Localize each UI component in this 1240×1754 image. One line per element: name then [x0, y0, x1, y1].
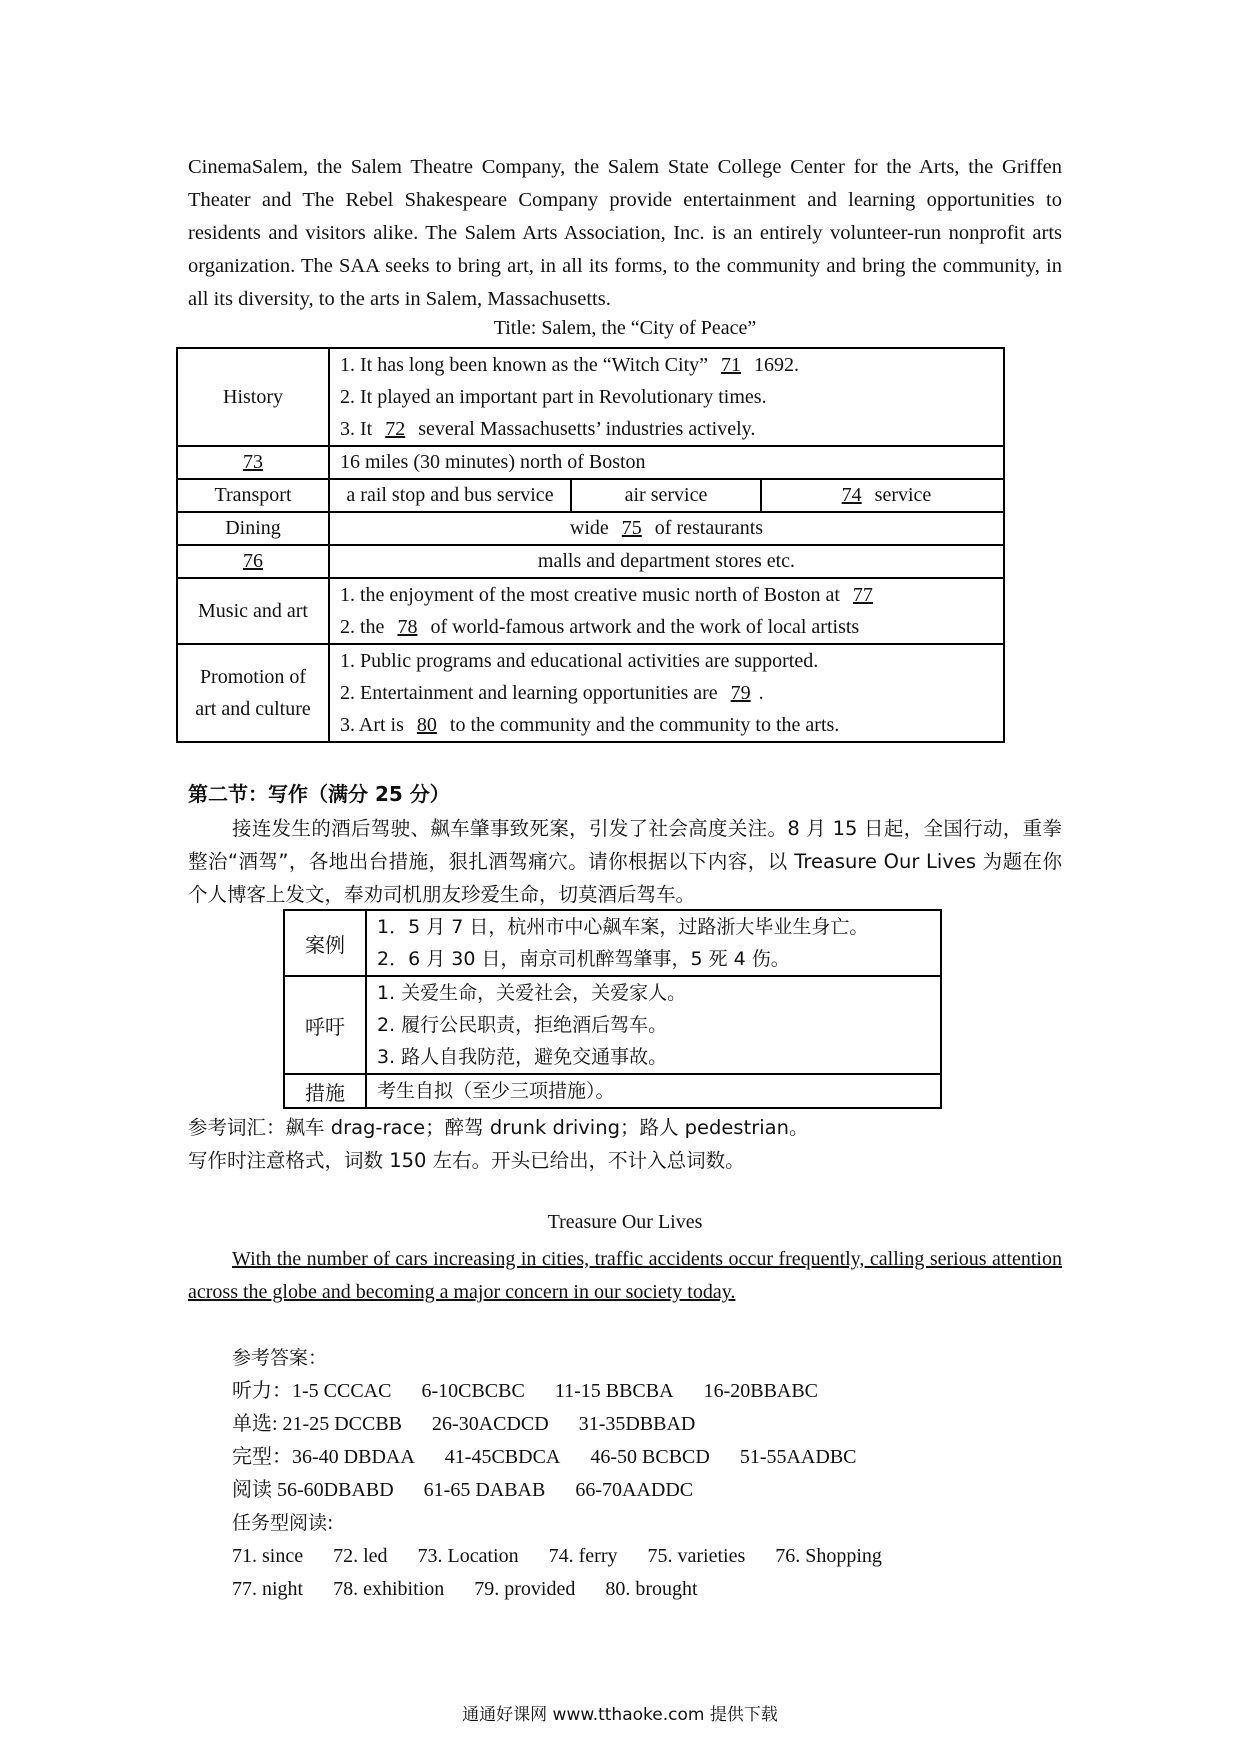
blank-75: 75 — [621, 517, 642, 539]
dining-text: wide 75 of restaurants — [329, 512, 1004, 545]
table-row — [177, 644, 1004, 742]
promotion-line-1: 1. Public programs and educational activities are supported. — [340, 650, 819, 672]
music-line-2: 2. the 78 of world-famous artwork and the work of local artists — [340, 611, 993, 643]
blank-78: 78 — [397, 616, 418, 638]
transport-rail: a rail stop and bus service — [329, 479, 571, 512]
blank-73: 73 — [243, 451, 263, 473]
answers-single: 单选: 21-25 DCCBB 26-30ACDCD 31-35DBBAD — [232, 1413, 696, 1435]
row-label: 呼吁 — [284, 976, 366, 1074]
row-label: History — [177, 348, 329, 446]
promotion-line-3: 3. Art is 80 to the community and the community to the arts. — [340, 709, 993, 741]
row-label: Transport — [177, 479, 329, 512]
blank-77: 77 — [852, 584, 873, 606]
row-label: Dining — [177, 512, 329, 545]
format-note: 写作时注意格式，词数 150 左右。开头已给出，不计入总词数。 — [188, 1149, 745, 1172]
row-label: 案例 — [284, 910, 366, 976]
table-row — [284, 1074, 941, 1108]
blank-76: 76 — [243, 550, 263, 572]
essay-title: Treasure Our Lives — [547, 1211, 703, 1233]
vocab-note: 参考词汇：飙车 drag-race；醉驾 drunk driving；路人 pedestrian。 — [188, 1116, 809, 1139]
table-row — [177, 479, 1004, 512]
table-title: Title: Salem, the “City of Peace” — [493, 317, 757, 339]
case-1: 1．5 月 7 日，杭州市中心飙车案，过路浙大毕业生身亡。 — [377, 916, 869, 938]
blank-79: 79 — [730, 682, 751, 704]
transport-air: air service — [571, 479, 761, 512]
answers-cloze: 完型：36-40 DBDAA 41-45CBDCA 46-50 BCBCD 51-55AADBC — [232, 1446, 857, 1468]
table-row — [284, 910, 941, 976]
intro-paragraph: CinemaSalem, the Salem Theatre Company, the Salem State College Center for the Arts, the Griffen Theater and The Rebel Shakespeare Company provide entertainment and learning opportunities to residents and visitors alike. The Salem Arts Association, Inc. is an entirely volunteer-run nonprofit arts organization. The SAA seeks to bring art, in all its forms, to the community and bring the community, in all its diversity, to the arts in Salem, Massachusetts. — [188, 156, 1062, 310]
location-text: 16 miles (30 minutes) north of Boston — [329, 446, 1004, 479]
writing-prompt: 接连发生的酒后驾驶、飙车肇事致死案，引发了社会高度关注。8 月 15 日起，全国行动，重拳整治“酒驾”，各地出台措施，狠扎酒驾痛穴。请你根据以下内容，以 Treasure Our Lives 为题在你个人博客上发文，奉劝司机朋友珍爱生命，切莫酒后驾车。 — [188, 817, 1062, 906]
row-label: art and culture — [195, 698, 311, 720]
table-row — [177, 446, 1004, 479]
blank-74: 74 — [841, 484, 862, 506]
music-line-1: 1. the enjoyment of the most creative music north of Boston at 77 — [340, 579, 993, 611]
case-2: 2．6 月 30 日，南京司机醉驾肇事，5 死 4 伤。 — [377, 948, 790, 970]
answers-task-heading: 任务型阅读: — [232, 1512, 334, 1534]
blank-80: 80 — [416, 714, 437, 736]
call-1: 1. 关爱生命，关爱社会，关爱家人。 — [377, 982, 687, 1004]
table-row — [177, 545, 1004, 578]
answers-listening: 听力：1-5 CCCAC 6-10CBCBC 11-15 BBCBA 16-20BBABC — [232, 1380, 819, 1402]
section-title: 第二节：写作（满分 25 分） — [188, 782, 450, 806]
table-row — [177, 348, 1004, 446]
history-line-2: 2. It played an important part in Revolutionary times. — [340, 386, 767, 408]
salem-table — [176, 347, 1005, 743]
essay-opening: With the number of cars increasing in cities, traffic accidents occur frequently, calling serious attention across the globe and becoming a major concern in our society today. — [188, 1248, 1062, 1303]
history-line-1: 1. It has long been known as the “Witch City” 71 1692. — [340, 349, 993, 381]
measure: 考生自拟（至少三项措施）。 — [377, 1080, 615, 1102]
call-2: 2. 履行公民职责，拒绝酒后驾车。 — [377, 1014, 668, 1036]
transport-ferry: 74 service — [761, 479, 1004, 512]
row-label: Music and art — [177, 578, 329, 644]
row-label: Promotion of — [199, 666, 307, 688]
answers-task-1: 71. since 72. led 73. Location 74. ferry 75. varieties 76. Shopping — [232, 1545, 882, 1567]
table-row — [177, 512, 1004, 545]
answers-heading: 参考答案： — [232, 1347, 328, 1369]
history-line-3: 3. It 72 several Massachusetts’ industries actively. — [340, 413, 993, 445]
shopping-text: malls and department stores etc. — [329, 545, 1004, 578]
row-label: 措施 — [284, 1074, 366, 1108]
writing-table — [283, 909, 942, 1109]
page-footer: 通通好课网 www.tthaoke.com 提供下载 — [462, 1705, 778, 1725]
answers-task-2: 77. night 78. exhibition 79. provided 80. brought — [232, 1578, 698, 1600]
table-row — [284, 976, 941, 1074]
table-row — [177, 578, 1004, 644]
answers-reading: 阅读 56-60DBABD 61-65 DABAB 66-70AADDC — [232, 1479, 694, 1501]
blank-72: 72 — [385, 418, 406, 440]
answer-key — [232, 1342, 912, 1606]
blank-71: 71 — [721, 354, 741, 376]
promotion-line-2: 2. Entertainment and learning opportunities are 79 . — [340, 677, 993, 709]
call-3: 3. 路人自我防范，避免交通事故。 — [377, 1046, 668, 1068]
